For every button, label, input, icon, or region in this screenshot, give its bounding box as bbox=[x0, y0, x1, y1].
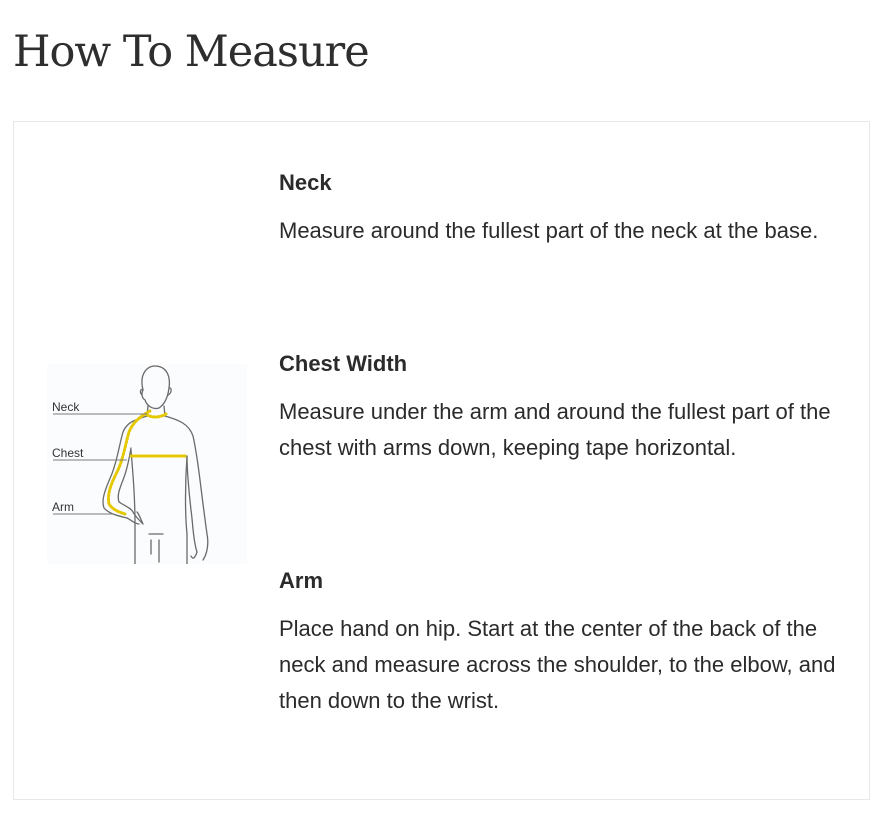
body-measurement-illustration bbox=[47, 364, 247, 564]
section-title-arm: Arm bbox=[279, 568, 324, 593]
section-title-chest-width: Chest Width bbox=[279, 351, 408, 376]
section-neck bbox=[279, 170, 849, 249]
head-outline bbox=[142, 366, 169, 409]
arm-label: Arm bbox=[52, 500, 74, 514]
page-title: How To Measure bbox=[13, 27, 369, 77]
neck-tape bbox=[146, 414, 166, 417]
chest-label: Chest bbox=[52, 446, 84, 460]
arm-tape bbox=[108, 411, 150, 514]
left-arm-outline bbox=[103, 416, 147, 524]
section-text-neck: Measure around the fullest part of the neck at the base. bbox=[279, 218, 819, 243]
section-chest-width bbox=[279, 351, 849, 466]
section-arm bbox=[279, 568, 849, 719]
neck-label: Neck bbox=[52, 400, 80, 414]
section-text-chest-width: Measure under the arm and around the fullest part of the chest with arms down, keeping tape horizontal. bbox=[279, 399, 831, 460]
section-text-arm: Place hand on hip. Start at the center of the back of the neck and measure across the shoulder, to the elbow, and then down to the wrist. bbox=[279, 616, 836, 713]
measure-guide-card bbox=[13, 121, 870, 800]
section-title-neck: Neck bbox=[279, 170, 332, 195]
